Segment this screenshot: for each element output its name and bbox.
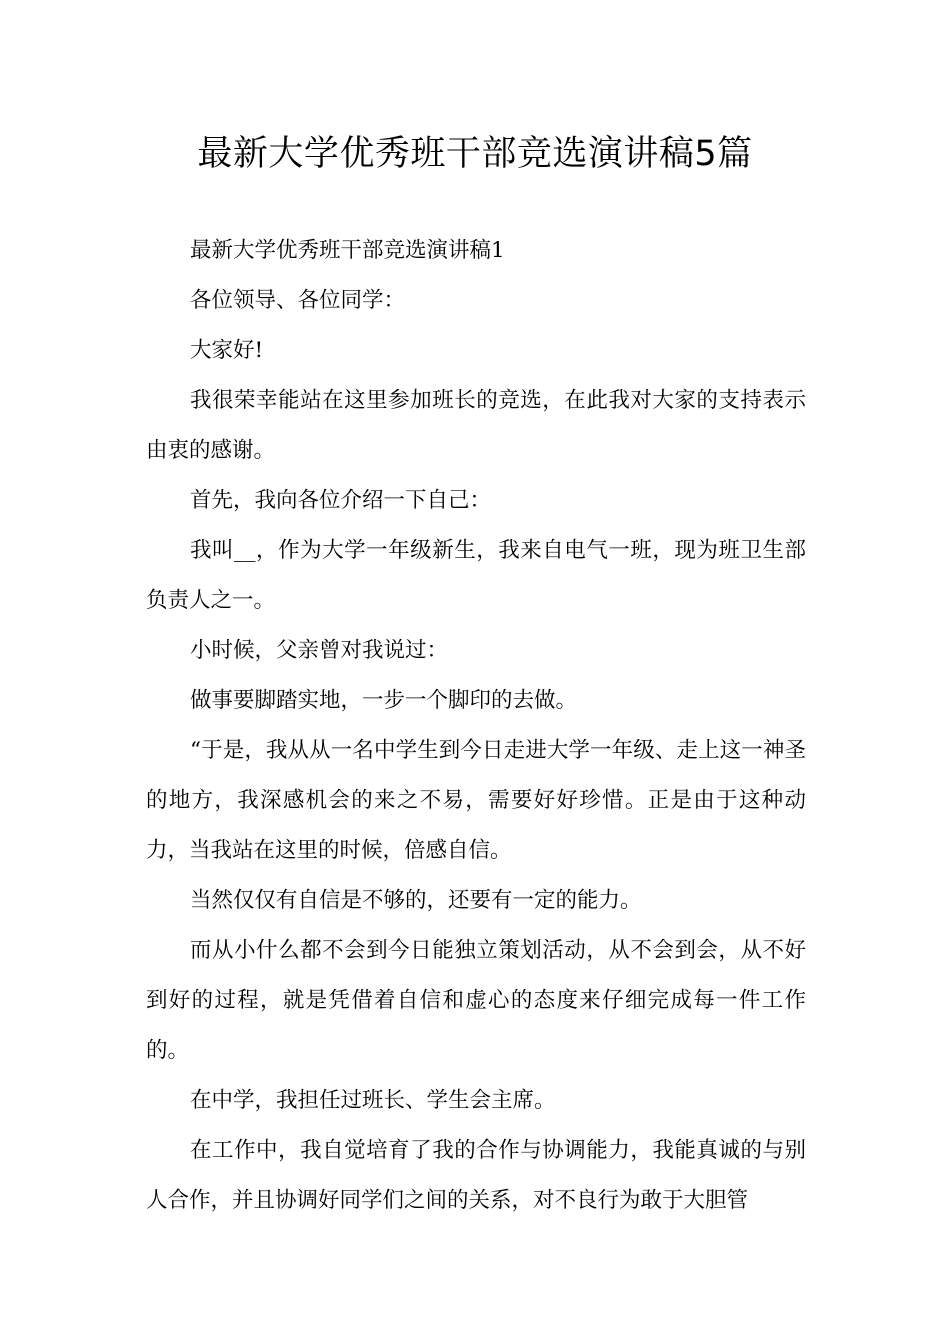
paragraph: 首先，我向各位介绍一下自己： [190,488,492,513]
paragraph: “于是，我从从一名中学生到今日走进大学一年级、走上这一神圣的地方，我深感机会的来之不易，需要好好珍惜。正是由于这种动力，当我站在这里的时候，倍感自信。 [146,738,806,863]
paragraph-salutation: 各位领导、各位同学： [190,288,406,313]
paragraph: 我叫__，作为大学一年级新生，我来自电气一班，现为班卫生部负责人之一。 [146,538,806,613]
paragraph: 当然仅仅有自信是不够的，还要有一定的能力。 [190,888,642,913]
document-title: 最新大学优秀班干部竞选演讲稿5篇 [197,134,753,174]
document-body [146,226,806,1226]
paragraph: 小时候，父亲曾对我说过： [190,638,449,663]
paragraph: 在中学，我担任过班长、学生会主席。 [190,1088,556,1113]
paragraph: 而从小什么都不会到今日能独立策划活动，从不会到会，从不好到好的过程，就是凭借着自信和虚心的态度来仔细完成每一件工作的。 [146,938,806,1063]
paragraph: 做事要脚踏实地，一步一个脚印的去做。 [190,688,578,713]
paragraph-heading: 最新大学优秀班干部竞选演讲稿1 [190,238,505,263]
paragraph: 在工作中，我自觉培育了我的合作与协调能力，我能真诚的与别人合作，并且协调好同学们之间的关系，对不良行为敢于大胆管 [146,1138,806,1213]
paragraph: 我很荣幸能站在这里参加班长的竞选，在此我对大家的支持表示由衷的感谢。 [146,388,806,463]
paragraph-greeting: 大家好! [190,338,264,363]
